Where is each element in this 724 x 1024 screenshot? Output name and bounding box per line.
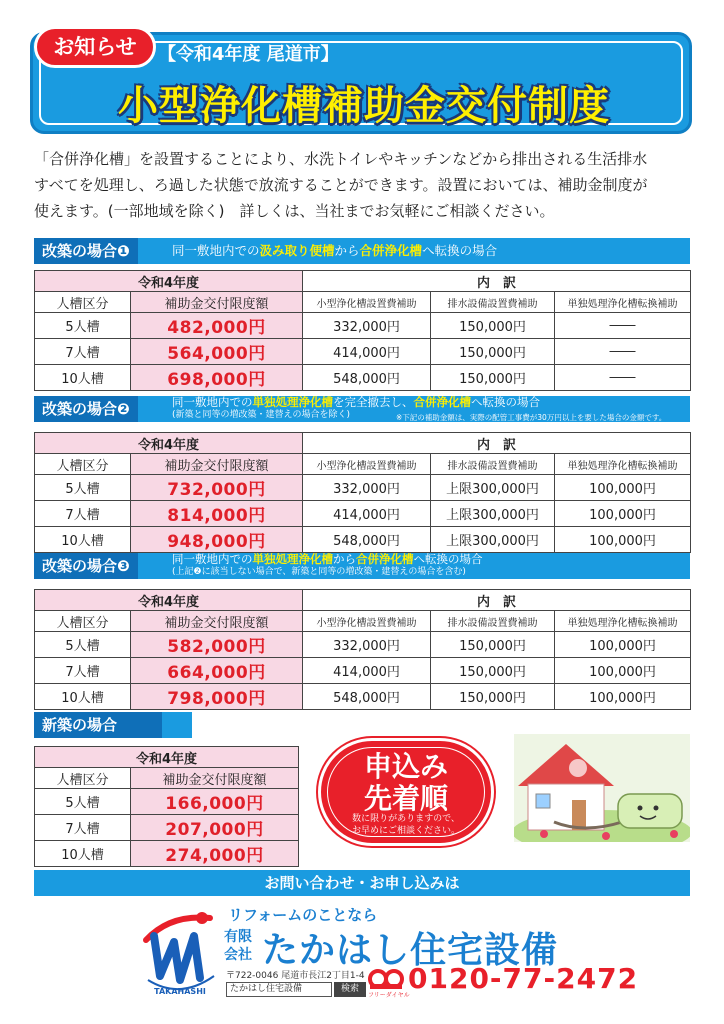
cell-category: 7人槽 [35, 815, 131, 841]
cell-category: 5人槽 [35, 475, 131, 501]
cell-limit: 166,000円 [131, 789, 299, 815]
cell-category: 10人槽 [35, 841, 131, 867]
house-window-icon [536, 794, 550, 808]
category-header: 人槽区分 [35, 768, 131, 789]
cell-col1: 332,000円 [303, 632, 431, 658]
section-2-desc-line2: (新築と同等の増改築・建替えの場合を除く) [172, 410, 351, 420]
cell-limit: 814,000円 [131, 501, 303, 527]
year-header: 令和4年度 [35, 433, 303, 454]
header-subtitle: 【令和4年度 尾道市】 [158, 44, 339, 65]
col3-header: 単独処理浄化槽転換補助 [555, 292, 691, 313]
cell-col1: 332,000円 [303, 475, 431, 501]
flower-icon [670, 830, 678, 838]
phone-number: 0120-77-2472 [408, 962, 639, 995]
cell-limit: 274,000円 [131, 841, 299, 867]
section-3-bar [34, 553, 690, 579]
table-row [35, 658, 691, 684]
breakdown-header: 内 訳 [303, 590, 691, 611]
page-title: 小型浄化槽補助金交付制度 [118, 83, 610, 129]
cell-limit: 664,000円 [131, 658, 303, 684]
cell-col2: 150,000円 [431, 684, 555, 710]
company-name: たかはし住宅設備 [262, 930, 559, 971]
cell-col2: 上限300,000円 [431, 527, 555, 553]
section-2-desc: 同一敷地内での単独処理浄化槽を完全撤去し、合併浄化槽へ転換の場合 [172, 395, 540, 409]
section-2-table [34, 432, 691, 553]
limit-header: 補助金交付限度額 [131, 292, 303, 313]
cell-col2: 上限300,000円 [431, 501, 555, 527]
section-3-table [34, 589, 691, 710]
badge-line-2: 先着順 [363, 782, 448, 815]
table-row [35, 527, 691, 553]
flower-icon [602, 832, 610, 840]
cell-limit: 582,000円 [131, 632, 303, 658]
year-header: 令和4年度 [35, 590, 303, 611]
col2-header: 排水設備設置費補助 [431, 611, 555, 632]
section-3-desc: 同一敷地内での単独処理浄化槽から合併浄化槽へ転換の場合 [172, 552, 483, 566]
table-row [35, 841, 299, 867]
col3-header: 単独処理浄化槽転換補助 [555, 611, 691, 632]
limit-header: 補助金交付限度額 [131, 611, 303, 632]
tank-eye-right-icon [654, 806, 659, 811]
reform-tagline: リフォームのことなら [228, 906, 378, 924]
col1-header: 小型浄化槽設置費補助 [303, 292, 431, 313]
cell-category: 5人槽 [35, 789, 131, 815]
badge-small-line-1: 数に限りがありますので、 [352, 814, 460, 824]
section-2-note: ※下記の補助金額は、実際の配管工事費が30万円以上を要した場合の金額です。 [396, 413, 667, 422]
table-row [35, 632, 691, 658]
category-header: 人槽区分 [35, 611, 131, 632]
cell-col1: 548,000円 [303, 684, 431, 710]
section-1-bar [34, 238, 690, 264]
intro-line-3: 使えます。(一部地域を除く) 詳しくは、当社までお気軽にご相談ください。 [34, 202, 555, 220]
category-header: 人槽区分 [35, 292, 131, 313]
table-row [35, 313, 691, 339]
cell-col1: 414,000円 [303, 339, 431, 365]
category-header: 人槽区分 [35, 454, 131, 475]
cell-limit: 732,000円 [131, 475, 303, 501]
section-4-label: 新築の場合 [34, 712, 125, 738]
col1-header: 小型浄化槽設置費補助 [303, 611, 431, 632]
cell-col3: 100,000円 [555, 632, 691, 658]
first-come-badge [318, 738, 494, 846]
cell-col2: 150,000円 [431, 339, 555, 365]
search-input: たかはし住宅設備 [226, 982, 332, 997]
cell-limit: 207,000円 [131, 815, 299, 841]
cell-col1: 332,000円 [303, 313, 431, 339]
intro-line-2: すべてを処理し、ろ過した状態で放流することができます。設置においては、補助金制度が [34, 176, 648, 194]
col1-header: 小型浄化槽設置費補助 [303, 454, 431, 475]
free-dial-icon [368, 968, 404, 990]
cell-col3: ―― [555, 339, 691, 365]
limit-header: 補助金交付限度額 [131, 768, 299, 789]
table-row [35, 339, 691, 365]
col3-header: 単独処理浄化槽転換補助 [555, 454, 691, 475]
cell-col3: 100,000円 [555, 658, 691, 684]
cell-col1: 414,000円 [303, 501, 431, 527]
cell-col2: 150,000円 [431, 632, 555, 658]
section-1-label: 改築の場合❶ [34, 238, 138, 264]
cell-category: 10人槽 [35, 365, 131, 391]
cell-col3: 100,000円 [555, 527, 691, 553]
company-type-line-2: 会社 [224, 947, 252, 963]
notice-badge: お知らせ [34, 26, 156, 68]
cell-col1: 414,000円 [303, 658, 431, 684]
cell-category: 5人槽 [35, 313, 131, 339]
house-face-icon [569, 759, 587, 777]
cell-col2: 150,000円 [431, 313, 555, 339]
table-row [35, 815, 299, 841]
cell-col2: 150,000円 [431, 365, 555, 391]
cell-limit: 482,000円 [131, 313, 303, 339]
cell-category: 7人槽 [35, 501, 131, 527]
cell-limit: 798,000円 [131, 684, 303, 710]
section-2-bar [34, 396, 690, 422]
section-4-table [34, 746, 299, 867]
section-1-table [34, 270, 691, 391]
year-header: 令和4年度 [35, 271, 303, 292]
free-dial-label: フリーダイヤル [368, 992, 410, 999]
house-septic-illustration [514, 734, 690, 842]
col2-header: 排水設備設置費補助 [431, 454, 555, 475]
cell-col3: ―― [555, 365, 691, 391]
cell-category: 5人槽 [35, 632, 131, 658]
breakdown-header: 内 訳 [303, 433, 691, 454]
cell-col3: ―― [555, 313, 691, 339]
company-type [224, 928, 258, 964]
company-type-line-1: 有限 [224, 929, 252, 945]
cell-category: 10人槽 [35, 684, 131, 710]
cell-limit: 698,000円 [131, 365, 303, 391]
house-door-icon [572, 800, 586, 830]
section-4-bar [34, 712, 162, 738]
cell-col2: 150,000円 [431, 658, 555, 684]
intro-line-1: 「合併浄化槽」を設置することにより、水洗トイレやキッチンなどから排出される生活排水 [34, 150, 648, 168]
search-button: 検索 [334, 982, 366, 997]
badge-small-text [321, 813, 491, 837]
table-row [35, 684, 691, 710]
section-2-label: 改築の場合❷ [34, 396, 138, 422]
tank-eye-left-icon [638, 806, 643, 811]
contact-bar: お問い合わせ・お申し込みは [34, 870, 690, 896]
cell-limit: 948,000円 [131, 527, 303, 553]
cell-col3: 100,000円 [555, 475, 691, 501]
section-1-desc: 同一敷地内での汲み取り便槽から合併浄化槽へ転換の場合 [172, 243, 498, 258]
breakdown-header: 内 訳 [303, 271, 691, 292]
company-address: 〒722-0046 尾道市長江2丁目1-4 [226, 971, 365, 981]
cell-col3: 100,000円 [555, 684, 691, 710]
table-row [35, 789, 299, 815]
section-3-label: 改築の場合❸ [34, 553, 138, 579]
cell-limit: 564,000円 [131, 339, 303, 365]
section-3-desc-line2: (上記❷に該当しない場合で、新築と同等の増改築・建替えの場合を含む) [172, 567, 466, 577]
table-row [35, 475, 691, 501]
table-row [35, 365, 691, 391]
cell-category: 7人槽 [35, 339, 131, 365]
section-4-bar-tail [162, 712, 192, 738]
cell-category: 7人槽 [35, 658, 131, 684]
cell-category: 10人槽 [35, 527, 131, 553]
logo-text: TAKAHASHI [154, 987, 206, 996]
septic-tank-icon [618, 794, 682, 828]
cell-col1: 548,000円 [303, 527, 431, 553]
cell-col3: 100,000円 [555, 501, 691, 527]
company-logo-icon [140, 906, 220, 996]
year-header: 令和4年度 [35, 747, 299, 768]
intro-text [34, 146, 694, 224]
limit-header: 補助金交付限度額 [131, 454, 303, 475]
badge-line-1: 申込み [363, 750, 448, 783]
cell-col2: 上限300,000円 [431, 475, 555, 501]
cell-col1: 548,000円 [303, 365, 431, 391]
badge-small-line-2: お早めにご相談ください。 [351, 826, 460, 836]
flower-icon [540, 830, 548, 838]
table-row [35, 501, 691, 527]
col2-header: 排水設備設置費補助 [431, 292, 555, 313]
